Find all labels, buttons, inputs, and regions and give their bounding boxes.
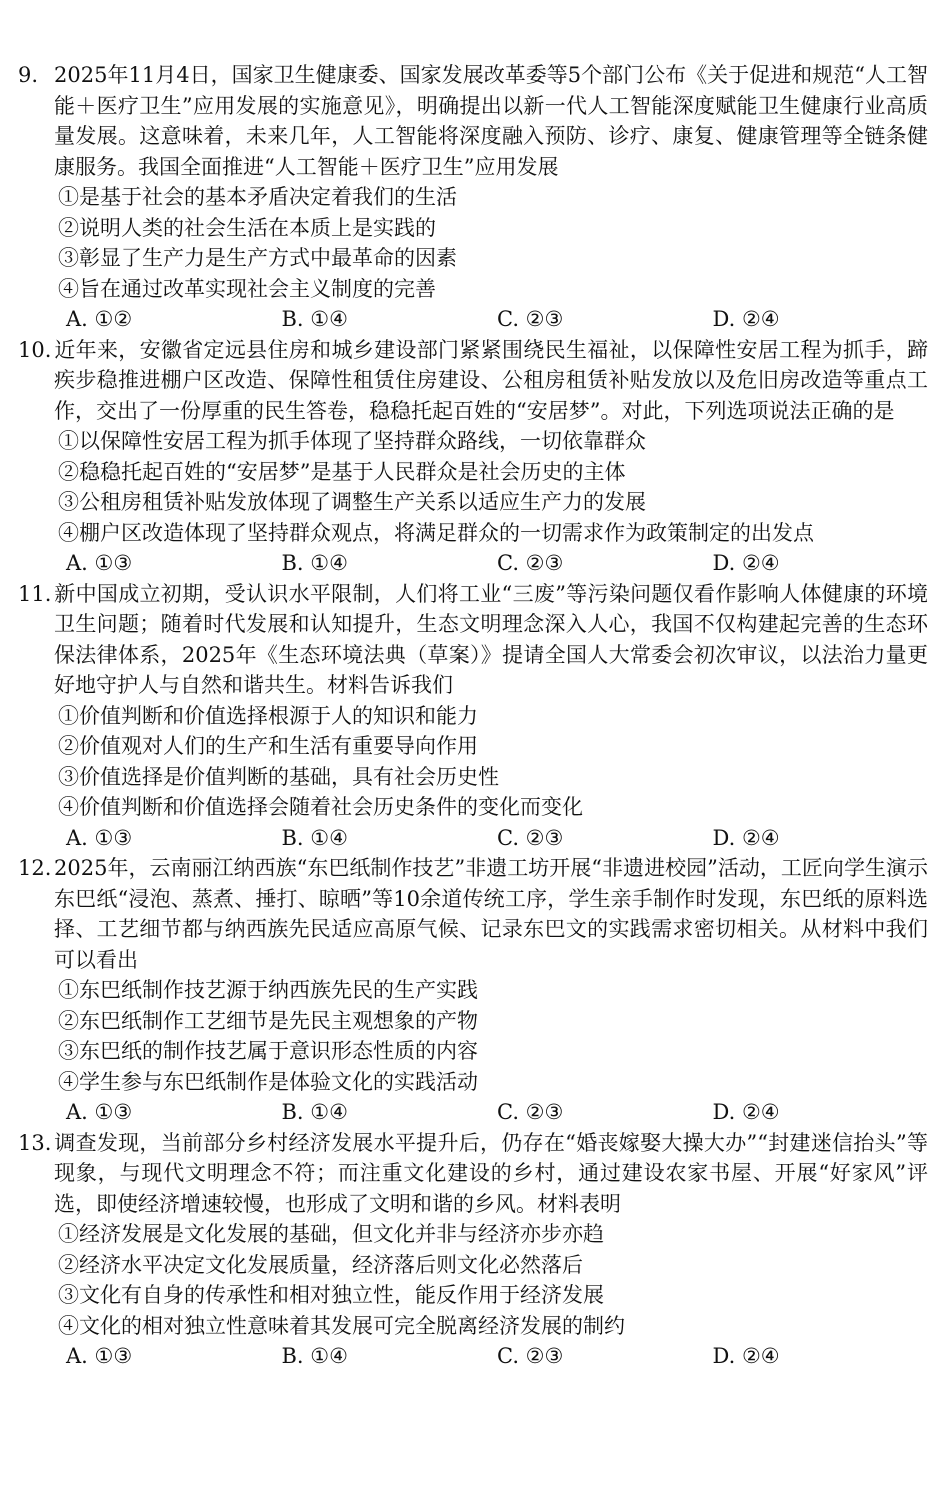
statement-option: ③东巴纸的制作技艺属于意识形态性质的内容	[58, 1039, 478, 1063]
statement-option: ③文化有自身的传承性和相对独立性，能反作用于经济发展	[58, 1283, 604, 1307]
statement-option: ②说明人类的社会生活在本质上是实践的	[58, 215, 436, 240]
answer-choice-c: C. ②③	[497, 307, 564, 331]
answer-choice-c: C. ②③	[497, 825, 564, 850]
statement-option: ①东巴纸制作技艺源于纳西族先民的生产实践	[58, 978, 478, 1002]
statement-option: ④价值判断和价值选择会随着社会历史条件的变化而变化	[58, 795, 583, 819]
question-stem	[18, 335, 928, 427]
statement-option: ①价值判断和价值选择根源于人的知识和能力	[58, 703, 478, 728]
question-stem	[18, 1128, 928, 1220]
question-12	[18, 853, 928, 1128]
statement-option: ④棚户区改造体现了坚持群众观点，将满足群众的一切需求作为政策制定的出发点	[58, 520, 814, 545]
question-text: 2025年11月4日，国家卫生健康委、国家发展改革委等5个部门公布《关于促进和规范“人工智能＋医疗卫生”应用发展的实施意见》，明确提出以新一代人工智能深度赋能卫生健康行业高质量发展。这意味着，未来几年，人工智能将深度融入预防、诊疗、康复、健康管理等全链条健康服务。我国全面推进“人工智能＋医疗卫生”应用发展	[54, 63, 928, 179]
statement-option: ③价值选择是价值判断的基础，具有社会历史性	[58, 764, 499, 789]
statement-option: ②稳稳托起百姓的“安居梦”是基于人民群众是社会历史的主体	[58, 459, 626, 484]
question-13	[18, 1128, 928, 1372]
question-number: 11.	[18, 581, 52, 606]
statement-option: ④旨在通过改革实现社会主义制度的完善	[58, 276, 436, 301]
answer-choices	[18, 1097, 928, 1128]
statement-option: ②经济水平决定文化发展质量，经济落后则文化必然落后	[58, 1252, 583, 1277]
answer-choice-a: A. ①③	[66, 551, 133, 575]
statement-option: ④学生参与东巴纸制作是体验文化的实践活动	[58, 1069, 478, 1094]
statement-option: ①经济发展是文化发展的基础，但文化并非与经济亦步亦趋	[58, 1222, 604, 1246]
answer-choice-a: A. ①②	[66, 307, 133, 331]
answer-choice-b: B. ①④	[281, 307, 348, 331]
statement-option: ③彰显了生产力是生产方式中最革命的因素	[58, 246, 457, 270]
statement-option: ①是基于社会的基本矛盾决定着我们的生活	[58, 185, 457, 209]
answer-choice-b: B. ①④	[281, 1100, 348, 1124]
answer-choice-b: B. ①④	[281, 825, 348, 850]
question-stem	[18, 60, 928, 182]
answer-choice-d: D. ②④	[712, 551, 780, 575]
statement-option: ②东巴纸制作工艺细节是先民主观想象的产物	[58, 1008, 478, 1033]
question-text: 近年来，安徽省定远县住房和城乡建设部门紧紧围绕民生福祉，以保障性安居工程为抓手，蹄疾步稳推进棚户区改造、保障性租赁住房建设、公租房租赁补贴发放以及危旧房改造等重点工作，交出了一份厚重的民生答卷，稳稳托起百姓的“安居梦”。对此，下列选项说法正确的是	[54, 337, 928, 423]
question-text: 新中国成立初期，受认识水平限制，人们将工业“三废”等污染问题仅看作影响人体健康的环境卫生问题；随着时代发展和认知提升，生态文明理念深入人心，我国不仅构建起完善的生态环保法律体系，2025年《生态环境法典（草案）》提请全国人大常委会初次审议，以法治力量更好地守护人与自然和谐共生。材料告诉我们	[54, 581, 928, 697]
answer-choice-d: D. ②④	[712, 1344, 780, 1368]
answer-choice-d: D. ②④	[712, 307, 780, 331]
question-number: 10.	[18, 337, 52, 362]
answer-choices	[18, 1341, 928, 1372]
question-number: 12.	[18, 856, 52, 880]
answer-choice-c: C. ②③	[497, 1100, 564, 1124]
answer-choice-b: B. ①④	[281, 551, 348, 575]
answer-choice-c: C. ②③	[497, 551, 564, 575]
question-11	[18, 579, 928, 854]
question-stem	[18, 853, 928, 975]
answer-choices	[18, 823, 928, 854]
answer-choice-a: A. ①③	[66, 825, 133, 850]
question-number: 9.	[18, 63, 39, 87]
answer-choice-d: D. ②④	[712, 1100, 780, 1124]
answer-choices	[18, 548, 928, 579]
question-number: 13.	[18, 1130, 52, 1155]
question-text: 调查发现，当前部分乡村经济发展水平提升后，仍存在“婚丧嫁娶大操大办”“封建迷信抬头”等现象，与现代文明理念不符；而注重文化建设的乡村，通过建设农家书屋、开展“好家风”评选，即使经济增速较慢，也形成了文明和谐的乡风。材料表明	[54, 1130, 928, 1216]
question-9	[18, 60, 928, 335]
answer-choice-b: B. ①④	[281, 1344, 348, 1368]
answer-choice-a: A. ①③	[66, 1100, 133, 1124]
question-text: 2025年，云南丽江纳西族“东巴纸制作技艺”非遗工坊开展“非遗进校园”活动，工匠向学生演示东巴纸“浸泡、蒸煮、捶打、晾晒”等10余道传统工序，学生亲手制作时发现，东巴纸的原料选择、工艺细节都与纳西族先民适应高原气候、记录东巴文的实践需求密切相关。从材料中我们可以看出	[54, 856, 928, 972]
question-stem	[18, 579, 928, 701]
answer-choice-d: D. ②④	[712, 825, 780, 850]
statement-option: ②价值观对人们的生产和生活有重要导向作用	[58, 734, 478, 758]
answer-choice-c: C. ②③	[497, 1344, 564, 1368]
statement-option: ③公租房租赁补贴发放体现了调整生产关系以适应生产力的发展	[58, 490, 646, 514]
statement-option: ④文化的相对独立性意味着其发展可完全脱离经济发展的制约	[58, 1313, 625, 1338]
statement-option: ①以保障性安居工程为抓手体现了坚持群众路线，一切依靠群众	[58, 429, 646, 453]
answer-choice-a: A. ①③	[66, 1344, 133, 1368]
answer-choices	[18, 304, 928, 335]
question-10	[18, 335, 928, 579]
